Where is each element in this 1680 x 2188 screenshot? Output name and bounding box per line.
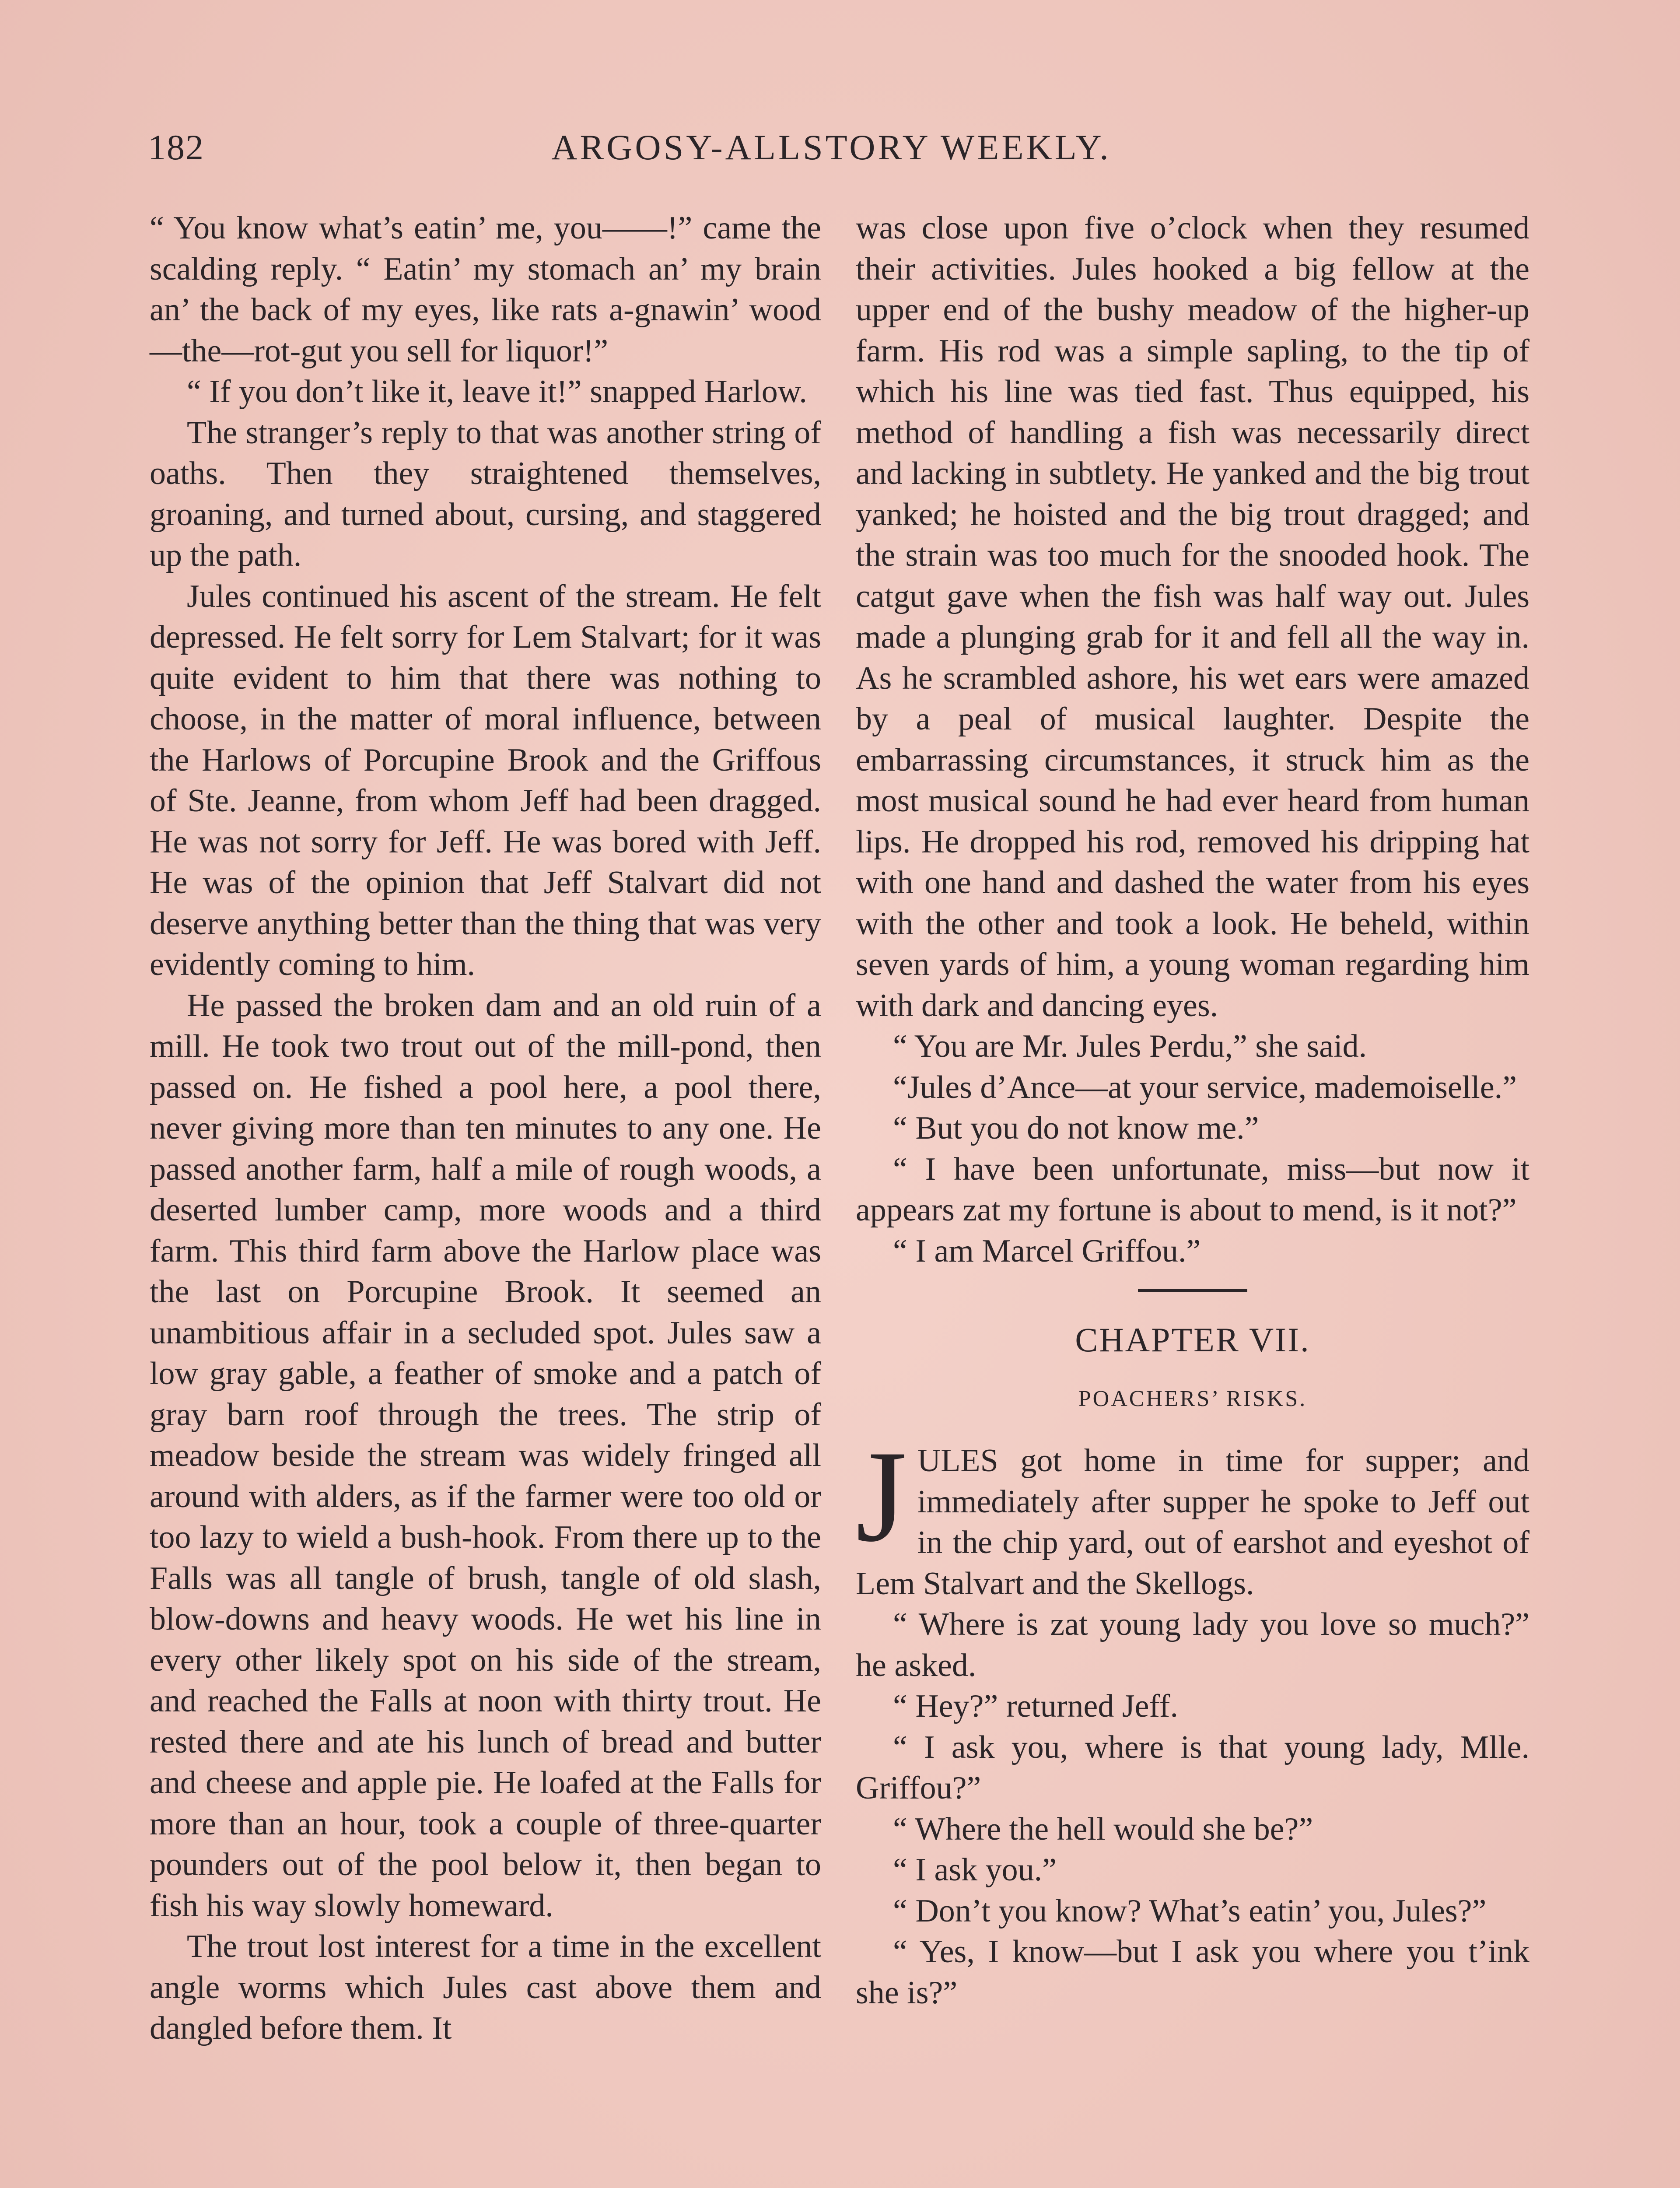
page-number: 182 xyxy=(148,127,204,167)
first-paragraph-text: ULES got home in time for supper; and immediately after supper he spoke to Jeff out in the chip yard, out of earshot and eyeshot of Lem Stalvart and the Skellogs. xyxy=(856,1443,1530,1602)
paragraph: “ You know what’s eatin’ me, you——!” came the scalding reply. “ Eatin’ my stomach an’ my brain an’ the back of my eyes, like rats a-gnawin’ wood—the—rot-gut you sell for liquor!” xyxy=(150,210,821,369)
drop-cap: J xyxy=(856,1424,907,1569)
paragraph: “ Where is zat young lady you love so much?” he asked. xyxy=(856,1606,1530,1683)
paragraph: “ I ask you.” xyxy=(893,1852,1057,1888)
paragraph: “ But you do not know me.” xyxy=(893,1110,1259,1146)
page-header xyxy=(0,127,1680,184)
paragraph: “ Don’t you know? What’s eatin’ you, Jules?” xyxy=(893,1893,1487,1929)
paragraph: “ Yes, I know—but I ask you where you t’ink she is?” xyxy=(856,1934,1530,2011)
paragraph: “ Hey?” returned Jeff. xyxy=(893,1688,1178,1724)
chapter-subtitle: POACHERS’ RISKS. xyxy=(1078,1386,1307,1411)
running-head: ARGOSY-ALLSTORY WEEKLY. xyxy=(551,127,1111,167)
paragraph: “ I ask you, where is that young lady, Mlle. Griffou?” xyxy=(856,1729,1530,1806)
paragraph: “ Where the hell would she be?” xyxy=(893,1811,1313,1847)
chapter-first-paragraph xyxy=(856,1424,1530,1604)
paragraph: was close upon five o’clock when they resumed their activities. Jules hooked a big fellow at the upper end of the bushy meadow of the higher-up farm. His rod was a simple sapling, to the tip of which his line was tied fast. Thus equipped, his method of handling a fish was necessarily direct and lacking in subtlety. He yanked and the big trout yanked; he hoisted and the big trout dragged; and the strain was too much for the snooded hook. The catgut gave when the fish was half way out. Jules made a plunging grab for it and fell all the way in. As he scrambled ashore, his wet ears were amazed by a peal of musical laughter. Despite the embarrassing circumstances, it struck him as the most musical sound he had ever heard from human lips. He dropped his rod, removed his dripping hat with one hand and dashed the water from his eyes with the other and took a look. He beheld, within seven yards of him, a young woman regarding him with dark and dancing eyes. xyxy=(856,210,1530,1024)
paragraph: “ If you don’t like it, leave it!” snapped Harlow. xyxy=(187,374,807,410)
paragraph: “Jules d’Ance—at your service, mademoiselle.” xyxy=(893,1069,1517,1105)
section-divider xyxy=(1138,1289,1247,1292)
paragraph: The stranger’s reply to that was another string of oaths. Then they straightened themselves, groaning, and turned about, cursing, and staggered up the path. xyxy=(150,414,821,573)
chapter-title: CHAPTER VII. xyxy=(1075,1321,1310,1359)
paragraph: He passed the broken dam and an old ruin of a mill. He took two trout out of the mill-pond, then passed on. He fished a pool here, a pool there, never giving more than ten minutes to any one. He passed another farm, half a mile of rough woods, a deserted lumber camp, more woods and a third farm. This third farm above the Harlow place was the last on Porcupine Brook. It seemed an unambitious affair in a secluded spot. Jules saw a low gray gable, a feather of smoke and a patch of gray barn roof through the trees. The strip of meadow beside the stream was widely fringed all around with alders, as if the farmer were too old or too lazy to wield a bush-hook. From there up to the Falls was all tangle of brush, tangle of old slash, blow-downs and heavy woods. He wet his line in every other likely spot on his side of the stream, and reached the Falls at noon with thirty trout. He rested there and ate his lunch of bread and butter and cheese and apple pie. He loafed at the Falls for more than an hour, took a couple of three-quarter pounders out of the pool below it, then began to fish his way slowly homeward. xyxy=(150,987,821,1924)
paragraph: Jules continued his ascent of the stream. He felt depressed. He felt sorry for Lem Stalvart; for it was quite evident to him that there was nothing to choose, in the matter of moral influence, between the Harlows of Porcupine Brook and the Griffous of Ste. Jeanne, from whom Jeff had been dragged. He was not sorry for Jeff. He was bored with Jeff. He was of the opinion that Jeff Stalvart did not deserve anything better than the thing that was very evidently coming to him. xyxy=(150,578,821,982)
paragraph: “ I have been unfortunate, miss—but now it appears zat my fortune is about to mend, is it not?” xyxy=(856,1151,1530,1228)
left-column xyxy=(150,208,821,2049)
paragraph: The trout lost interest for a time in the excellent angle worms which Jules cast above them and dangled before them. It xyxy=(150,1929,821,2046)
paragraph: “ You are Mr. Jules Perdu,” she said. xyxy=(893,1028,1367,1064)
paragraph: “ I am Marcel Griffou.” xyxy=(893,1233,1201,1269)
right-column xyxy=(856,208,1530,2013)
